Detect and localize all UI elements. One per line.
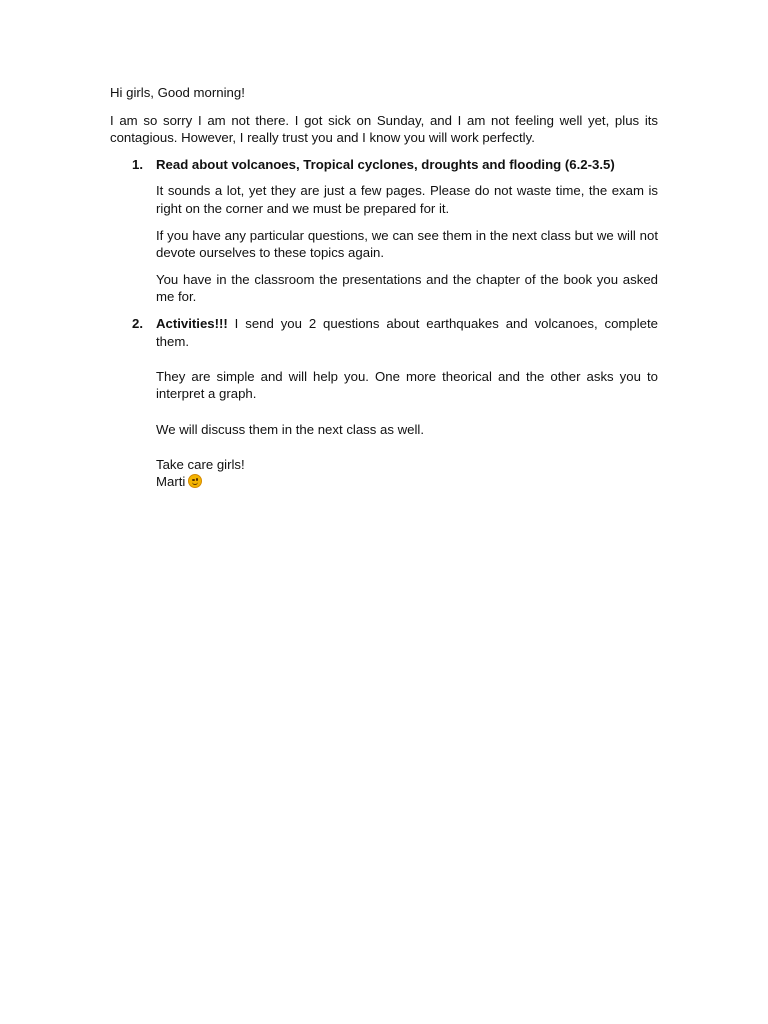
list-item-paragraph: You have in the classroom the presentations and the chapter of the book you asked me for.	[156, 271, 658, 305]
intro-paragraph: I am so sorry I am not there. I got sick on Sunday, and I am not feeling well yet, plus its contagious. However, I really trust you and I know you will work perfectly.	[110, 112, 658, 146]
list-item-paragraph: We will discuss them in the next class as well.	[156, 421, 424, 437]
signature-name: Marti	[156, 474, 186, 490]
signature-line	[156, 473, 658, 491]
document-page	[110, 84, 658, 491]
winking-face-icon	[188, 474, 202, 488]
heading-bold-text: Activities!!!	[156, 315, 228, 331]
list-item	[110, 156, 658, 306]
greeting-line: Hi girls, Good morning!	[110, 85, 245, 100]
list-number: 2.	[132, 315, 143, 331]
numbered-list	[110, 156, 658, 491]
list-item	[110, 315, 658, 491]
heading-bold-text: Read about volcanoes, Tropical cyclones, droughts and flooding (6.2-3.5)	[156, 156, 615, 172]
heading-rest-text: I send you 2 questions about earthquakes and volcanoes, complete them.	[156, 315, 658, 349]
list-item-heading	[156, 315, 658, 350]
list-item-paragraph: If you have any particular questions, we can see them in the next class but we will not devote ourselves to these topics again.	[156, 227, 658, 261]
list-number: 1.	[132, 156, 143, 172]
list-item-paragraph: They are simple and will help you. One more theorical and the other asks you to interpret a graph.	[156, 368, 658, 402]
list-item-heading	[156, 156, 658, 174]
list-item-paragraph: It sounds a lot, yet they are just a few pages. Please do not waste time, the exam is right on the corner and we must be prepared for it.	[156, 183, 658, 216]
closing-line: Take care girls!	[156, 456, 245, 472]
